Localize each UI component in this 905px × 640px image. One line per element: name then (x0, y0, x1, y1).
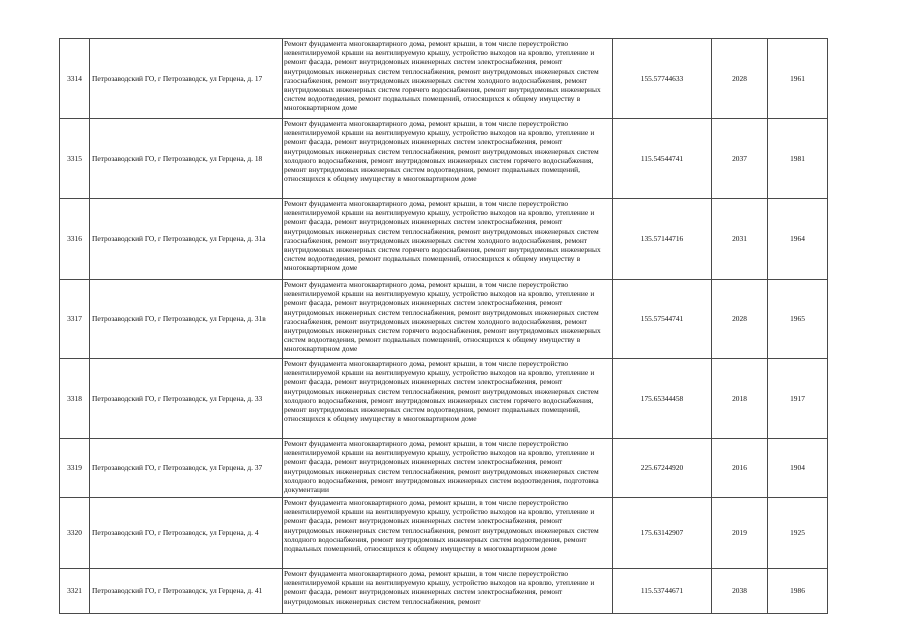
repair-year-cell: 2028 (712, 39, 768, 119)
built-year-cell: 1964 (768, 199, 828, 280)
value-cell: 135.57144716 (613, 199, 712, 280)
repair-year-cell: 2028 (712, 280, 768, 359)
address-cell: Петрозаводский ГО, г Петрозаводск, ул Герцена, д. 41 (90, 569, 283, 614)
built-year-cell: 1925 (768, 498, 828, 569)
table-row (60, 39, 828, 119)
table-row (60, 569, 828, 614)
row-number: 3319 (60, 439, 90, 498)
works-cell: Ремонт фундамента многоквартирного дома, ремонт крыши, в том числе переустройство невентилируемой крыши на вентилируемую крышу, устройство выходов на кровлю, утепление и ремонт фасада, ремонт внутридомовых инженерных систем электроснабжения, ремонт внутридомовых инженерных систем теплоснабжения, ремонт внутридомовых инженерных систем холодного водоснабжения, ремонт внутридомовых инженерных систем горячего водоснабжения, ремонт внутридомовых инженерных систем водоотведения, ремонт подвальных помещений, относящихся к общему имуществу в многоквартирном доме (283, 119, 613, 199)
row-number: 3317 (60, 280, 90, 359)
built-year-cell: 1917 (768, 359, 828, 439)
table-row (60, 359, 828, 439)
works-cell: Ремонт фундамента многоквартирного дома, ремонт крыши, в том числе переустройство невентилируемой крыши на вентилируемую крышу, устройство выходов на кровлю, утепление и ремонт фасада, ремонт внутридомовых инженерных систем электроснабжения, ремонт внутридомовых инженерных систем теплоснабжения, ремонт внутридомовых инженерных систем холодного водоснабжения, ремонт внутридомовых инженерных систем водоотведения, подготовка документации (283, 439, 613, 498)
row-number: 3315 (60, 119, 90, 199)
value-cell: 175.63142907 (613, 498, 712, 569)
row-number: 3316 (60, 199, 90, 280)
value-cell: 115.54544741 (613, 119, 712, 199)
repair-year-cell: 2018 (712, 359, 768, 439)
works-cell: Ремонт фундамента многоквартирного дома, ремонт крыши, в том числе переустройство невентилируемой крыши на вентилируемую крышу, устройство выходов на кровлю, утепление и ремонт фасада, ремонт внутридомовых инженерных систем электроснабжения, ремонт внутридомовых инженерных систем теплоснабжения, ремонт внутридомовых инженерных систем газоснабжения, ремонт внутридомовых инженерных систем холодного водоснабжения, ремонт внутридомовых инженерных систем горячего водоснабжения, ремонт внутридомовых инженерных систем водоотведения, ремонт подвальных помещений, относящихся к общему имуществу в многоквартирном доме (283, 280, 613, 359)
value-cell: 155.57544741 (613, 280, 712, 359)
built-year-cell: 1961 (768, 39, 828, 119)
address-cell: Петрозаводский ГО, г Петрозаводск, ул Герцена, д. 31в (90, 280, 283, 359)
table-row (60, 439, 828, 498)
built-year-cell: 1904 (768, 439, 828, 498)
address-cell: Петрозаводский ГО, г Петрозаводск, ул Герцена, д. 17 (90, 39, 283, 119)
address-cell: Петрозаводский ГО, г Петрозаводск, ул Герцена, д. 37 (90, 439, 283, 498)
built-year-cell: 1981 (768, 119, 828, 199)
repair-year-cell: 2031 (712, 199, 768, 280)
table-row (60, 280, 828, 359)
housing-registry-table (59, 38, 828, 614)
works-cell: Ремонт фундамента многоквартирного дома, ремонт крыши, в том числе переустройство невентилируемой крыши на вентилируемую крышу, устройство выходов на кровлю, утепление и ремонт фасада, ремонт внутридомовых инженерных систем электроснабжения, ремонт внутридомовых инженерных систем теплоснабжения, ремонт внутридомовых инженерных систем холодного водоснабжения, ремонт внутридомовых инженерных систем горячего водоснабжения, ремонт внутридомовых инженерных систем водоотведения, ремонт подвальных помещений, относящихся к общему имуществу в многоквартирном доме (283, 359, 613, 439)
value-cell: 115.53744671 (613, 569, 712, 614)
value-cell: 155.57744633 (613, 39, 712, 119)
works-cell: Ремонт фундамента многоквартирного дома, ремонт крыши, в том числе переустройство невентилируемой крыши на вентилируемую крышу, устройство выходов на кровлю, утепление и ремонт фасада, ремонт внутридомовых инженерных систем электроснабжения, ремонт внутридомовых инженерных систем теплоснабжения, ремонт внутридомовых инженерных систем газоснабжения, ремонт внутридомовых инженерных систем холодного водоснабжения, ремонт внутридомовых инженерных систем горячего водоснабжения, ремонт внутридомовых инженерных систем водоотведения, ремонт подвальных помещений, относящихся к общему имуществу в многоквартирном доме (283, 199, 613, 280)
table-row (60, 119, 828, 199)
table-row (60, 498, 828, 569)
built-year-cell: 1965 (768, 280, 828, 359)
table-row (60, 199, 828, 280)
address-cell: Петрозаводский ГО, г Петрозаводск, ул Герцена, д. 18 (90, 119, 283, 199)
repair-year-cell: 2037 (712, 119, 768, 199)
row-number: 3318 (60, 359, 90, 439)
row-number: 3321 (60, 569, 90, 614)
address-cell: Петрозаводский ГО, г Петрозаводск, ул Герцена, д. 31а (90, 199, 283, 280)
repair-year-cell: 2038 (712, 569, 768, 614)
value-cell: 225.67244920 (613, 439, 712, 498)
address-cell: Петрозаводский ГО, г Петрозаводск, ул Герцена, д. 4 (90, 498, 283, 569)
works-cell: Ремонт фундамента многоквартирного дома, ремонт крыши, в том числе переустройство невентилируемой крыши на вентилируемую крышу, устройство выходов на кровлю, утепление и ремонт фасада, ремонт внутридомовых инженерных систем электроснабжения, ремонт внутридомовых инженерных систем теплоснабжения, ремонт внутридомовых инженерных систем холодного водоснабжения, ремонт внутридомовых инженерных систем водоотведения, ремонт подвальных помещений, относящихся к общему имуществу в многоквартирном доме (283, 498, 613, 569)
row-number: 3314 (60, 39, 90, 119)
works-cell: Ремонт фундамента многоквартирного дома, ремонт крыши, в том числе переустройство невентилируемой крыши на вентилируемую крышу, устройство выходов на кровлю, утепление и ремонт фасада, ремонт внутридомовых инженерных систем электроснабжения, ремонт внутридомовых инженерных систем теплоснабжения, ремонт внутридомовых инженерных систем газоснабжения, ремонт внутридомовых инженерных систем холодного водоснабжения, ремонт внутридомовых инженерных систем горячего водоснабжения, ремонт внутридомовых инженерных систем водоотведения, ремонт подвальных помещений, относящихся к общему имуществу в многоквартирном доме (283, 39, 613, 119)
repair-year-cell: 2016 (712, 439, 768, 498)
row-number: 3320 (60, 498, 90, 569)
built-year-cell: 1986 (768, 569, 828, 614)
value-cell: 175.65344458 (613, 359, 712, 439)
repair-year-cell: 2019 (712, 498, 768, 569)
works-cell: Ремонт фундамента многоквартирного дома, ремонт крыши, в том числе переустройство невентилируемой крыши на вентилируемую крышу, устройство выходов на кровлю, утепление и ремонт фасада, ремонт внутридомовых инженерных систем электроснабжения, ремонт внутридомовых инженерных систем теплоснабжения, ремонт (283, 569, 613, 614)
registry-body (60, 39, 828, 614)
address-cell: Петрозаводский ГО, г Петрозаводск, ул Герцена, д. 33 (90, 359, 283, 439)
